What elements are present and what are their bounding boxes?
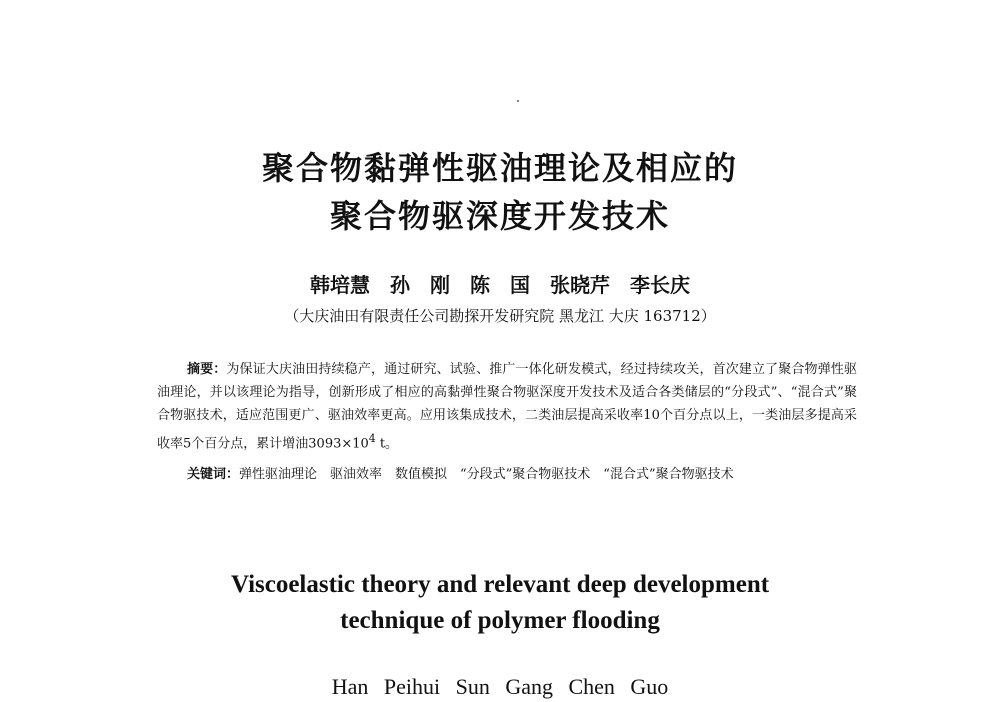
authors-en: Han Peihui Sun Gang Chen Guo (331, 674, 669, 699)
title-cn-line2: 聚合物驱深度开发技术 (329, 197, 670, 235)
title-en-line1: Viscoelastic theory and relevant deep development (230, 571, 770, 598)
scan-speck (517, 100, 519, 102)
keywords-text: 弹性驱油理论 驱油效率 数值模拟 “分段式”聚合物驱技术 “混合式”聚合物驱技术 (239, 467, 734, 482)
keywords-label: 关键词： (187, 467, 240, 482)
title-cn-line1: 聚合物黏弹性驱油理论及相应的 (261, 149, 738, 187)
keywords-cn (157, 463, 857, 486)
affiliation-cn: （大庆油田有限责任公司勘探开发研究院 黑龙江 大庆 163712） (284, 307, 716, 325)
abstract-label: 摘要： (187, 362, 227, 377)
authors-cn: 韩培慧 孙 刚 陈 国 张晓芹 李长庆 (310, 273, 690, 297)
title-en-line2: technique of polymer flooding (340, 607, 660, 634)
abstract-cn (157, 358, 857, 455)
abstract-text-end: t。 (375, 436, 399, 452)
abstract-superscript: 4 (368, 432, 376, 445)
abstract-text: 为保证大庆油田持续稳产，通过研究、试验、推广一体化研发模式，经过持续攻关，首次建立了聚合物弹性驱油理论，并以该理论为指导，创新形成了相应的高黏弹性聚合物驱深度开发技术及适合各类储层的“分段式”、“混合式”聚合物驱技术，适应范围更广、驱油效率更高。应用该集成技术，二类油层提高采收率10个百分点以上，一类油层多提高采收率5个百分点，累计增油3093×10 (157, 362, 857, 452)
